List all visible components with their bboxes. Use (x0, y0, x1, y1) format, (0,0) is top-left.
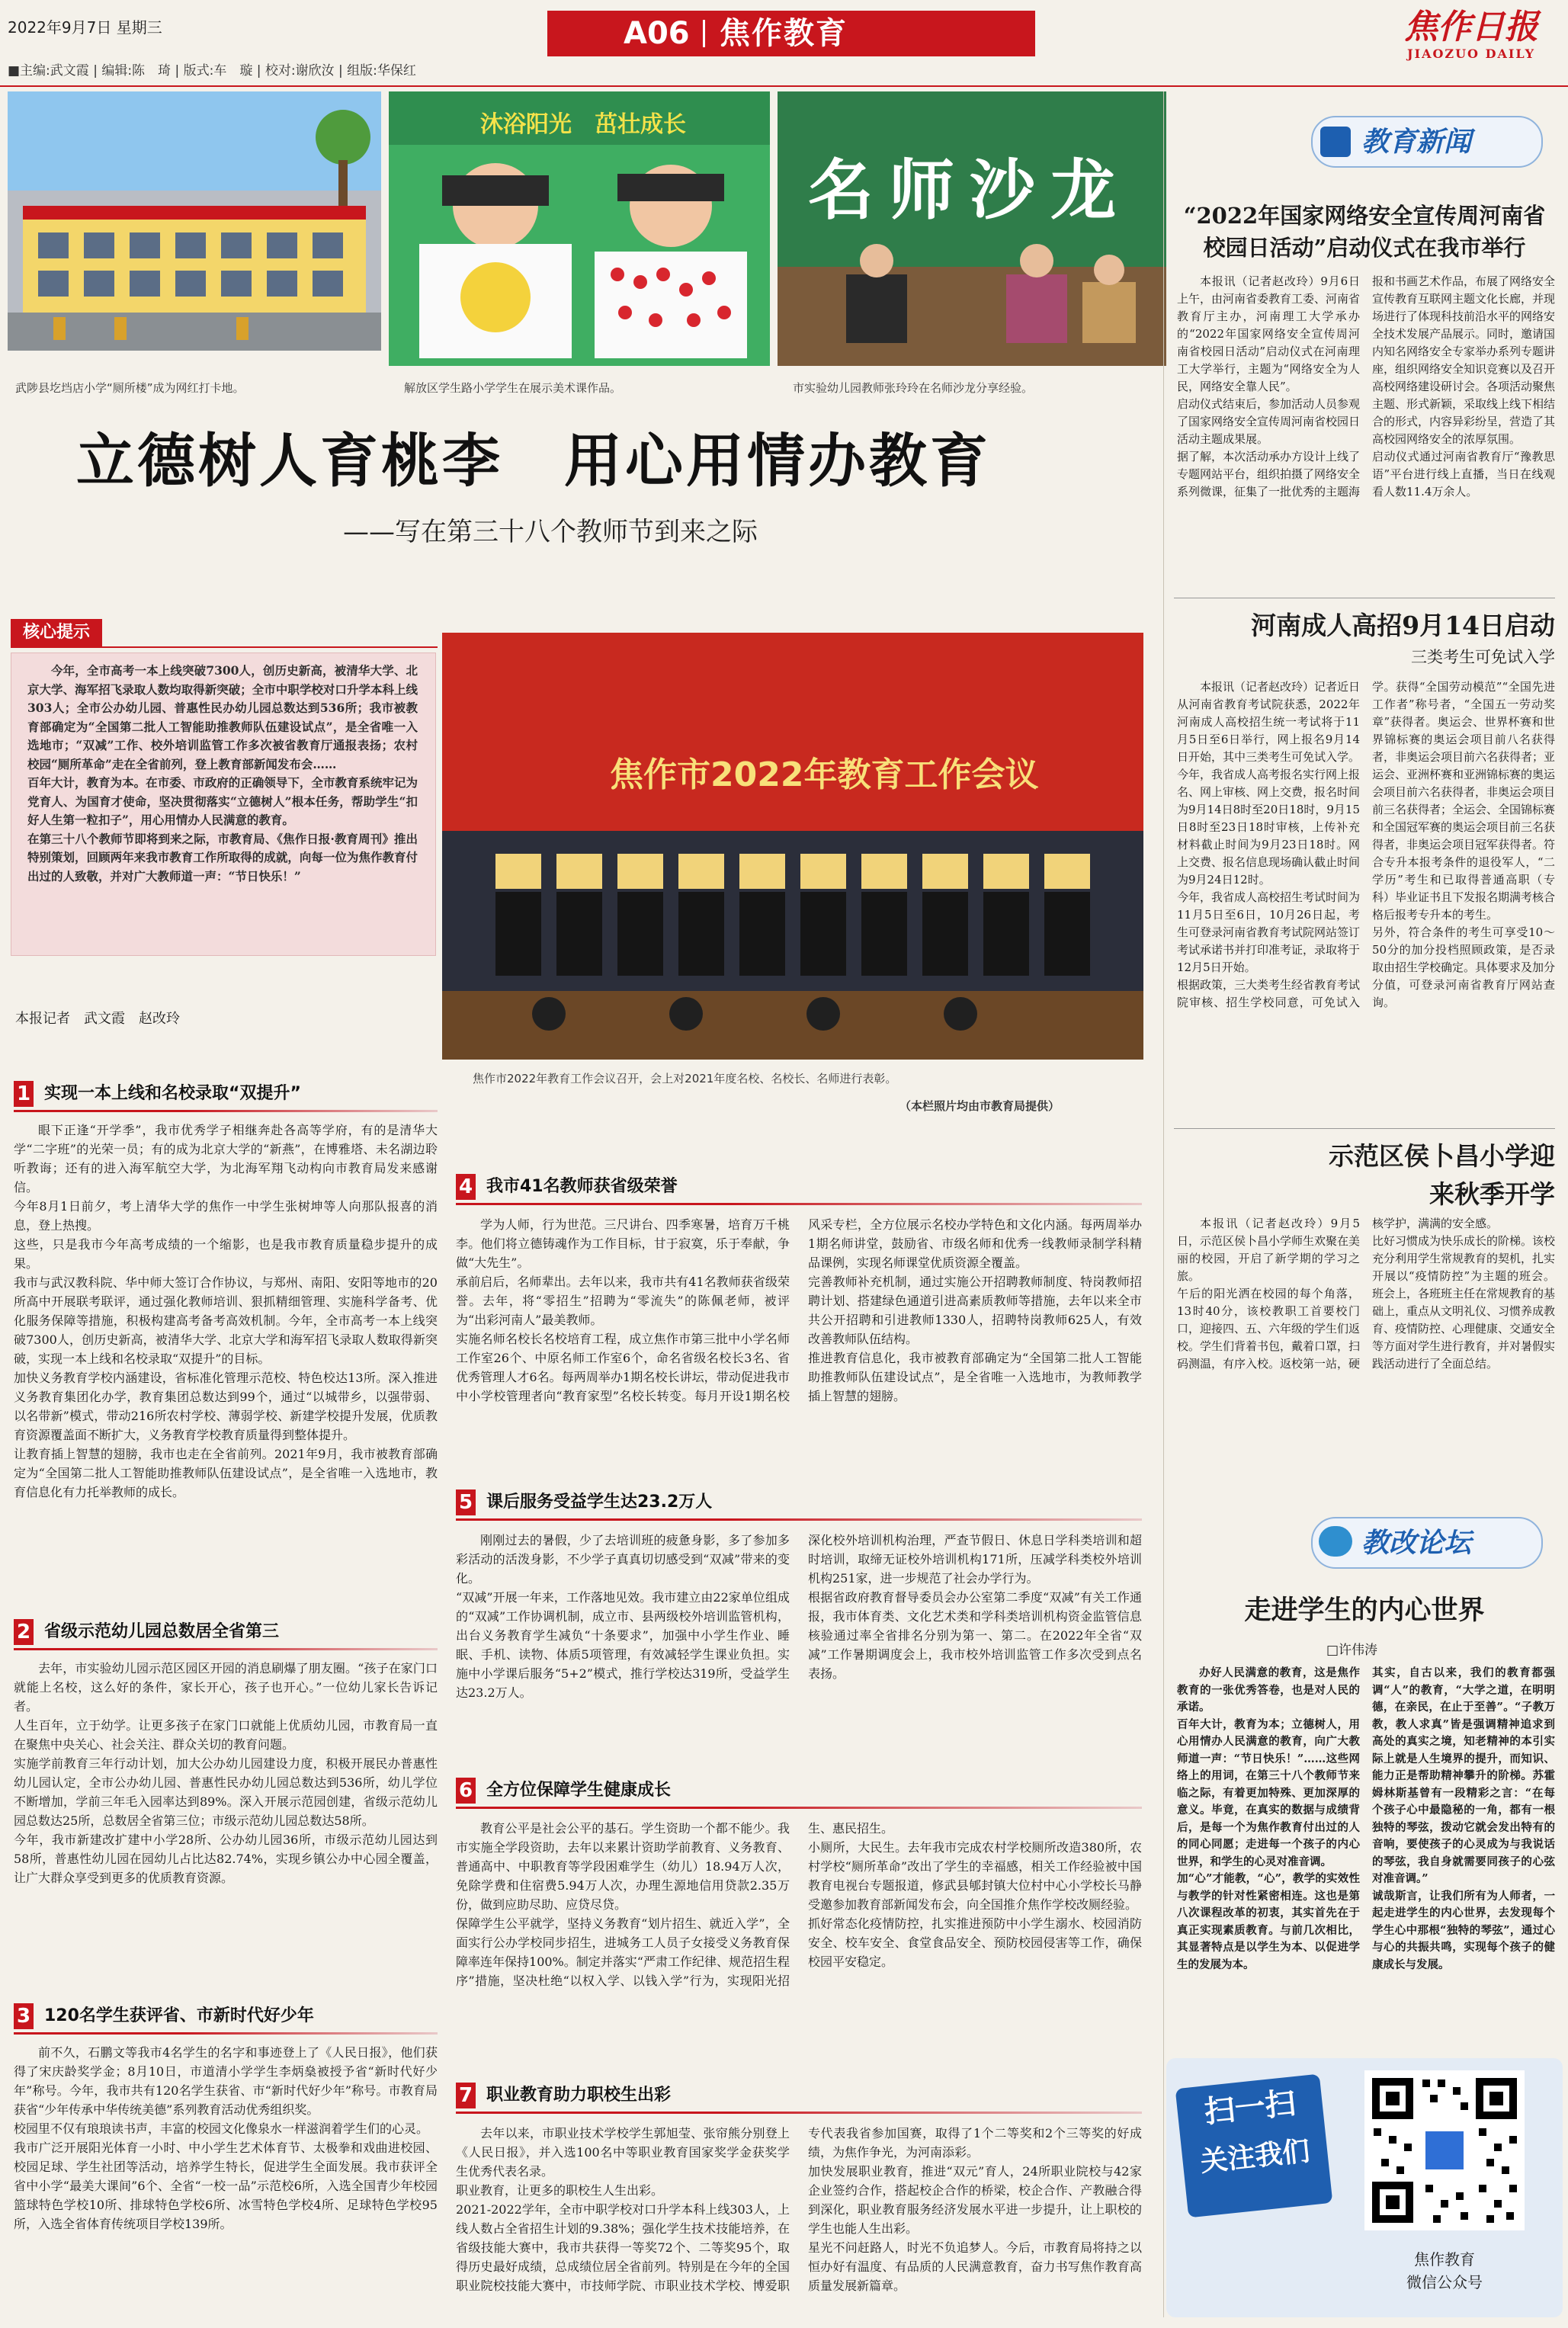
art-photo-banner: 沐浴阳光 茁壮成长 (480, 111, 686, 138)
header-date: 2022年9月7日 星期三 (8, 18, 162, 37)
section-3-number: 3 (14, 2003, 34, 2029)
photo-education-conference (442, 633, 1143, 1060)
qr-slogan-line2: 关注我们 (1198, 2135, 1312, 2179)
qr-caption-1: 焦作教育 (1414, 2250, 1475, 2269)
sidebar-divider (1163, 91, 1164, 2317)
salon-photo-banner: 名师沙龙 (808, 152, 1131, 229)
forum-author: □许伟涛 (1326, 1643, 1378, 1658)
news-2-rule (1174, 1128, 1555, 1129)
byline: 本报记者 武文霞 赵改玲 (15, 1011, 180, 1027)
section-4-title: 我市41名教师获省级荣誉 (486, 1177, 678, 1196)
photo-caption-1: 武陟县圪垱店小学“厕所楼”成为网红打卡地。 (15, 381, 245, 395)
news-2-subtitle: 三类考生可免试入学 (1411, 648, 1555, 666)
section-1-title: 实现一本上线和名校录取“双提升” (44, 1084, 301, 1103)
section-7-title: 职业教育助力职校生出彩 (486, 2086, 672, 2105)
news-2-title: 河南成人高招9月14日启动 (1251, 611, 1555, 640)
section-5-number: 5 (456, 1489, 476, 1515)
logo-english: JIAOZUO DAILY (1407, 46, 1535, 61)
section-7-number: 7 (456, 2083, 476, 2108)
forum-title: 走进学生的内心世界 (1244, 1595, 1485, 1626)
key-tip-label: 核心提示 (11, 619, 102, 646)
banner-divider (703, 20, 705, 47)
news-2-text: 本报讯（记者赵改玲）记者近日从河南省教育考试院获悉，2022年河南成人高校招生统一考试将于11月5日至6日举行，网上报名9月14日开始，其中三类考生可免试入学。 今年，我省成人高考报名实行网上报名、网上审核、网上交费，报名时间为9月14日8时至20日18时，9月15日8时至23日18时审核，上传补充材料截止时间为9月23日18时。网上交费、报名信息现场确认截止时间为9月24日12时。 今年，我省成人高校招生考试时间为11月5日至6日，10月26日起，考生可登录河南省教育考试院网站签订考试承诺书并打印准考证，录取将于12月5日开始。 根据政策，三大类考生经省教育考试院审核、招生学校同意，可免试入学。获得“全国劳动模范”“全国先进工作者”称号者，“全国五一劳动奖章”获得者。奥运会、世界杯赛和世界锦标赛的奥运会项目前八名获得者，非奥运会项目前六名获得者；亚运会、亚洲杯赛和亚洲锦标赛的奥运会项目前六名获得者，非奥运会项目前三名获得者；全运会、全国锦标赛和全国冠军赛的奥运会项目前三名获得者，非奥运会项目冠军获得者。符合专升本报考条件的退役军人，“二学历”考生和已取得普通高职（专科）毕业证书且下发报名期满考核合格后报考专升本的考生。 另外，符合条件的考生可享受10～50分的加分投档照顾政策，是否录取由招生学校确定。具体要求及加分分值，可登录河南省教育厅网站查询。 (1177, 680, 1555, 1009)
section-3-text: 前不久，石鹏文等我市4名学生的名字和事迹登上了《人民日报》，他们获得了宋庆龄奖学金；8月10日，市道清小学学生李炳燊被授予省“新时代好少年”称号。今年，我市共有120名学生获省、市“新时代好少年”称号。市教育局获省“少年传承中华传统美德”系列教育活动优秀组织奖。 校园里不仅有琅琅读书声，丰富的校园文化像泉水一样滋润着学生们的心灵。 我市广泛开展阳光体育一小时、中小学生艺术体育节、太极拳和戏曲进校园、校园足球、学生社团等活动，培养学生特长，促进学生全面发展。我市获评全省中小学“最美大课间”6个、全省“一校一品”示范校6所，入选全国青少年校园篮球特色学校10所、排球特色学校6所、冰雪特色学校4所、足球特色学校95所，入选全省体育传统项目学校139所。 (14, 2045, 438, 2231)
photo-credit: （本栏照片均由市教育局提供） (899, 1099, 1060, 1113)
news-1-title: “2022年国家网络安全宣传周河南省校园日活动”启动仪式在我市举行 (1183, 203, 1546, 261)
section-1-text: 眼下正逢“开学季”，我市优秀学子相继奔赴各高等学府，有的是清华大学“二字班”的光荣一员；有的成为北京大学的“新燕”，在博雅塔、未名湖边聆听教诲；还有的进入海军航空大学，为北海军翔飞动构向市教育局发来感谢信。 今年8月1日前夕，考上清华大学的焦作一中学生张树坤等人向那队报喜的消息，登上热搜。 这些，只是我市今年高考成绩的一个缩影，也是我市教育质量稳步提升的成果。 我市与武汉教科院、华中师大签订合作协议，与郑州、南阳、安阳等地市的20所高中开展联考联评，通过强化教师培训、狠抓精细管理、实施科学备考、优化服务保障等措施，积极构建高考备考高效机制。今年，全市高考一本上线突破7300人，创历史新高，被清华大学、北京大学和海军招飞录取人数取得新突破，实现一本上线和名校录取“双提升”的目标。 加快义务教育学校内涵建设，省标准化管理示范校、特色校达13所。深入推进义务教育集团化办学，教育集团总数达到99个，通过“以城带乡，以强带弱、以名带新”模式，带动216所农村学校、薄弱学校、新建学校提升发展，优质教育资源覆盖面不断扩大，义务教育学校教育质量得到整体提升。 让教育插上智慧的翅膀，我市也走在全省前列。2021年9月，我市被教育部确定为“全国第二批人工智能助推教师队伍建设试点”，是全省唯一入选地市，教育信息化有力托举教师的成长。 (14, 1123, 438, 1499)
conference-caption: 焦作市2022年教育工作会议召开，会上对2021年度名校、名校长、名师进行表彰。 (473, 1072, 897, 1085)
section-4-text: 学为人师，行为世范。三尺讲台、四季寒暑，培育万千桃李。他们将立德铸魂作为工作目标，甘于寂寞，乐于奉献，争做“大先生”。 承前启后，名师辈出。去年以来，我市共有41名教师获省级荣誉。去年，将“零招生”招聘为“零流失”的陈佩老师，被评为“出彩河南人”最美教师。 实施名师名校长名校培育工程，成立焦作市第三批中小学名师工作室26个、中原名师工作室6个，命名省级名校长3名、省优秀管理人才6名。每两周举办1期名校长讲坛，带动促进我市中小学校管理者向“教育家型”名校长转变。每月开设1期名校风采专栏，全方位展示名校办学特色和文化内涵。每两周举办1期名师讲堂，鼓励省、市级名师和优秀一线教师录制学科精品课例，实现名师课堂优质资源全覆盖。 完善教师补充机制，通过实施公开招聘教师制度、特岗教师招聘计划、搭建绿色通道引进高素质教师等措施，去年以来全市共公开招聘和引进教师1330人，招聘特岗教师625人，有效改善教师队伍结构。 推进教育信息化，我市被教育部确定为“全国第二批人工智能助推教师队伍建设试点”，是全省唯一入选地市，为教师教学插上智慧的翅膀。 (456, 1217, 1142, 1403)
logo-chinese: 焦作日报 (1404, 8, 1538, 46)
news-3-title: 示范区侯卜昌小学迎来秋季开学 (1329, 1141, 1555, 1209)
key-tip-text: 今年，全市高考一本上线突破7300人，创历史新高，被清华大学、北京大学、海军招飞录取人数均取得新突破；全市中职学校对口升学本科上线303人；全市公办幼儿园、普惠性民办幼儿园总数达到536所；我市被教育部确定为“全国第二批人工智能助推教师队伍建设试点”，是全省唯一入选地市；“双减”工作、校外培训监管工作多次被省教育厅通报表扬；农村校园“厕所革命”走在全省前列，登上教育部新闻发布会…… 百年大计，教育为本。在市委、市政府的正确领导下，全市教育系统牢记为党育人、为国育才使命，坚决贯彻落实“立德树人”根本任务，帮助学生“扣好人生第一粒扣子”，用心用情办人民满意的教育。 在第三十八个教师节即将到来之际，市教育局、《焦作日报·教育周刊》推出特别策划，回顾两年来我市教育工作所取得的成就，向每一位为焦作教育付出过的人致敬，并对广大教师道一声：“节日快乐！” (27, 663, 418, 883)
edu-news-label: 教育新闻 (1361, 126, 1472, 158)
key-tip-rule (11, 646, 438, 648)
news-tag-icon (1320, 127, 1351, 157)
qr-slogan-line1: 扫一扫 (1202, 2086, 1297, 2131)
section-5-rule (456, 1518, 1142, 1521)
section-name: 焦作教育 (720, 16, 848, 51)
section-4-rule (456, 1203, 1142, 1205)
section-5-text: 刚刚过去的暑假，少了去培训班的疲惫身影，多了参加多彩活动的活泼身影，不少学子真真切切感受到“双减”带来的变化。 “双减”开展一年来，工作落地见效。我市建立由22家单位组成的“双减”工作协调机制，成立市、县两级校外培训监管机构，出台义务教育学生减负“十条要求”，加强中小学生作业、睡眠、手机、读物、体质5项管理，有效减轻学生课业负担。实施中小学课后服务“5+2”模式，推行学校达319所，受益学生达23.2万人。 深化校外培训机构治理，严查节假日、休息日学科类培训和超时培训，取缔无证校外培训机构171所，压减学科类校外培训机构251家，进一步规范了社会办学行为。 根据省政府教育督导委员会办公室第二季度“双减”有关工作通报，我市体育类、文化艺术类和学科类培训机构资金监管信息核验通过率全省排名分别为第一、第二。在2022年全省“双减”工作暑期调度会上，我市校外培训监管工作多次受到点名表扬。 (456, 1533, 1142, 1700)
section-2-title: 省级示范幼儿园总数居全省第三 (44, 1622, 280, 1641)
forum-text: 办好人民满意的教育，这是焦作教育的一张优秀答卷，也是对人民的承诺。 百年大计，教育为本；立德树人，用心用情办人民满意的教育，向广大教师道一声：“节日快乐！”……这些网络上的用词，在第三十八个教师节来临之际，有着更加特殊、更加深厚的意义。毕竟，在真实的数据与成绩背后，是每一个为焦作教育付出过的人的同心同愿；走进每一个孩子的内心世界，和学生的心灵对准音调。 加“心”才能教，“心”，教学的实效性与教学的针对性紧密相连。这也是第八次课程改革的初衷，其实首先在于真正实现素质教育。与前几次相比，其显著特点是以学生为本、以促进学生的发展为本。 其实，自古以来，我们的教育都强调“人”的教育，“大学之道，在明明德，在亲民，在止于至善”。“子教万教，教人求真”皆是强调精神追求到高处的真实之境，知老精神的本引实际上就是人生境界的提升，而知识、能力正是帮助精神攀升的阶梯。苏霍姆林斯基曾有一段精彩之言：“在每个孩子心中最隐秘的一角，都有一根独特的琴弦，拨动它就会发出特有的音响，要使孩子的心灵成为与我说话的琴弦，我自身就需要同孩子的心弦对准音调。” 诚哉斯言，让我们所有为人师者，一起走进学生的内心世界，去发现每个学生心中那根“独特的琴弦”，通过心与心的共振共鸣，实现每个孩子的健康成长与发展。 (1177, 1666, 1555, 1971)
section-5-title: 课后服务受益学生达23.2万人 (486, 1493, 713, 1512)
section-1-rule (14, 1110, 438, 1112)
qr-code[interactable] (1364, 2070, 1525, 2230)
photo-caption-2: 解放区学生路小学学生在展示美术课作品。 (404, 381, 622, 395)
section-6-title: 全方位保障学生健康成长 (486, 1781, 672, 1800)
edu-forum-badge (1311, 1517, 1543, 1569)
header-rule (0, 85, 1568, 87)
section-6-text: 教育公平是社会公平的基石。学生资助一个都不能少。我市实施全学段资助，去年以来累计资助学前教育、义务教育、普通高中、中职教育等学段困难学生（幼儿）18.94万人次，免除学费和住宿费5.94万人次，办理生源地信用贷款2.35万份，做到应助尽助、应贷尽贷。 保障学生公平就学，坚持义务教育“划片招生、就近入学”，全面实行公办学校同步招生，进城务工人员子女接受义务教育保障率连年保持100%。制定并落实“严肃工作纪律、规范招生程序”措施，坚决杜绝“以权入学、以钱入学”行为，实现阳光招生、惠民招生。 小厕所，大民生。去年我市完成农村学校厕所改造380所，农村学校“厕所革命”改出了学生的幸福感，相关工作经验被中国教育电视台专题报道，修武县郇封镇大位村中心小学校长马静受邀参加教育部新闻发布会，向全国推介焦作学校改厕经验。 抓好常态化疫情防控，扎实推进预防中小学生溺水、校园消防安全、校车安全、食堂食品安全、预防校园侵害等工作，确保校园平安稳定。 (456, 1821, 1142, 1988)
page-banner (547, 11, 1035, 56)
edu-forum-label: 教改论坛 (1361, 1527, 1472, 1559)
header-staff-line: ■主编:武文霞 | 编辑:陈 琦 | 版式:车 璇 | 校对:谢欣汝 | 组版:华保红 (8, 63, 416, 79)
news-3-text: 本报讯（记者赵改玲）9月5日，示范区侯卜昌小学师生欢聚在美丽的校园，开启了新学期的学习之旅。 午后的阳光洒在校园的每个角落，13时40分，该校教职工首要校门口，迎接四、五、六年级的学生们返校。学生们背着书包，戴着口罩，扫码测温，有序入校。返校第一站，硬核学护，满满的安全感。 比好习惯成为快乐成长的阶梯。该校充分利用学生常规教育的契机，扎实开展以“疫情防控”为主题的班会。班会上，各班班主任在常规教育的基础上，重点从文明礼仪、习惯养成教育、疫情防控、心理健康、交通安全等方面对学生进行教育，并对暑假实践活动进行了全面总结。 (1177, 1217, 1555, 1371)
edu-news-badge (1311, 116, 1543, 168)
photo-school-toilet-building (8, 91, 381, 351)
qr-caption-2: 微信公众号 (1406, 2273, 1483, 2291)
section-3-title: 120名学生获评省、市新时代好少年 (44, 2006, 314, 2025)
section-2-text: 去年，市实验幼儿园示范区园区开园的消息刷爆了朋友圈。“孩子在家门口就能上名校，这么好的条件，家长开心，孩子也开心。”一位幼儿家长告诉记者。 人生百年，立于幼学。让更多孩子在家门口就能上优质幼儿园，市教育局一直在聚焦中央关心、社会关注、群众关切的教育问题。 实施学前教育三年行动计划，加大公办幼儿园建设力度，积极开展民办普惠性幼儿园认定，全市公办幼儿园、普惠性民办幼儿园总数达到536所，幼儿学位不断增加，学前三年毛入园率达到89%。深入开展示范园创建，省级示范幼儿园总数达25所，总数居全省第三位；市级示范幼儿园总数达58所。 今年，我市新建改扩建中小学28所、公办幼儿园36所，市级示范幼儿园达到58所，普惠性幼儿园在园幼儿占比达82.74%，实现乡镇公办中心园全覆盖，让广大群众享受到更多的优质教育资源。 (14, 1661, 438, 1885)
speech-bubble-icon (1319, 1526, 1352, 1557)
section-6-number: 6 (456, 1778, 476, 1804)
conference-banner: 焦作市2022年教育工作会议 (610, 755, 1039, 794)
main-headline: 立德树人育桃李 用心用情办教育 (76, 427, 991, 495)
news-1-text: 本报讯（记者赵改玲）9月6日上午，由河南省委教育工委、河南省教育厅主办，河南理工大学承办的“2022年国家网络安全宣传周河南省校园日活动”启动仪式在河南理工大学举行，主题为“网络安全为人民，网络安全靠人民”。 启动仪式结束后，参加活动人员参观了国家网络安全宣传周河南省校园日活动主题成果展。 据了解，本次活动承办方设计上线了专题网站平台，组织拍摄了网络安全系列微课，征集了一批优秀的主题海报和书画艺术作品，布展了网络安全宣传教育互联网主题文化长廊，并现场进行了体现科技前沿水平的网络安全技术发展产品展示。同时，邀请国内知名网络安全专家举办系列专题讲座，组织网络安全知识竞赛以及召开高校网络建设研讨会。各项活动聚焦主题、形式新颖，采取线上线下相结合的形式，内容异彩纷呈，营造了其高校园网络安全的浓厚氛围。 启动仪式通过河南省教育厅“豫教思语”平台进行线上直播，当日在线观看人数11.4万余人。 (1177, 274, 1555, 499)
page-number: A06 (624, 16, 690, 51)
section-6-rule (456, 1807, 1142, 1809)
section-3-rule (14, 2032, 438, 2035)
section-7-rule (456, 2112, 1142, 2114)
section-7-text: 去年以来，市职业技术学校学生郭旭莹、张帘熊分别登上《人民日报》，并入选100名中等职业教育国家奖学金获奖学生优秀代表名录。 职业教育，让更多的职校生人生出彩。 2021-2022学年，全市中职学校对口升学本科上线303人，上线人数占全省招生计划的9.38%；强化学生技术技能培养，在省级技能大赛中，我市共获得一等奖72个、二等奖95个，取得历史最好成绩，总成绩位居全省前列。特别是在今年的全国职业院校技能大赛中，市技师学院、市职业技术学校、博爱职专代表我省参加国赛，取得了1个二等奖和2个三等奖的好成绩，为焦作争光，为河南添彩。 加快发展职业教育，推进“双元”育人，24所职业院校与42家企业签约合作，搭起校企合作的桥梁，校企合作、产教融合得到深化，职业教育服务经济发展水平进一步提升，让上职校的学生也能人生出彩。 星光不问赶路人，时光不负追梦人。今后，市教育局将持之以恒办好有温度、有品质的人民满意教育，奋力书写焦作教育高质量发展新篇章。 (456, 2126, 1142, 2293)
main-subheadline: ——写在第三十八个教师节到来之际 (343, 517, 758, 547)
photo-art-class-students (389, 91, 770, 366)
section-4-number: 4 (456, 1174, 476, 1200)
photo-caption-3: 市实验幼儿园教师张玲玲在名师沙龙分享经验。 (793, 381, 1034, 395)
section-1-number: 1 (14, 1081, 34, 1107)
newspaper-logo (1404, 8, 1538, 61)
section-2-rule (14, 1648, 438, 1650)
photo-teacher-salon (778, 91, 1166, 366)
qr-slogan (1175, 2074, 1333, 2218)
section-2-number: 2 (14, 1619, 34, 1645)
